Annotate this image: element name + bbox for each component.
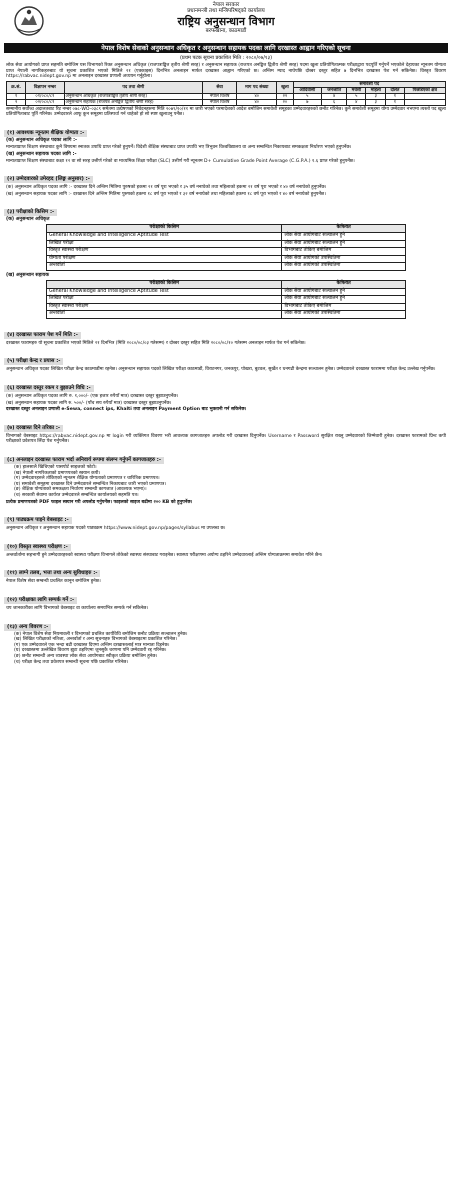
page-title: राष्ट्रिय अनुसन्धान विभाग [177, 14, 275, 28]
table-cell: ४० [237, 93, 277, 99]
vac-header-post: पद तथा श्रेणी [64, 81, 202, 93]
table-cell: २० [277, 99, 293, 105]
table-row [47, 263, 406, 271]
table-cell: ६ [321, 99, 346, 105]
table-cell: विभागबाट तोकिए बमोजिम [282, 303, 406, 311]
list-item: (क) नेपाल विशेष सेवा नियमावली र विभागको प्रचलित कार्यविधि बमोजिम छनौट प्रक्रिया सञ्चालन हुनेछ। [14, 631, 188, 637]
notice-date-line: (प्रथम पटक सूचना प्रकाशित मिति : २०८०/०७/१३) [179, 55, 273, 61]
table-cell: विस्तृत स्वास्थ्य परीक्षण [47, 303, 282, 311]
section-1a-text: मान्यताप्राप्त शिक्षण संस्थाबाट कुनै विषयमा स्नातक उपाधि प्राप्त गरेको हुनुपर्ने। विदेशी शैक्षिक संस्थाबाट प्राप्त उपाधि भए त्रिभुवन विश्वविद्यालय वा अन्य सम्बन्धित निकायबाट समकक्षता निर्धारण भएको हुनुपर्नेछ। [6, 144, 352, 150]
vac-header-adno: विज्ञापन नम्बर [26, 81, 64, 93]
section-11-text: नेपाल विशेष सेवा सम्बन्धी प्रचलित कानून बमोजिम हुनेछ। [6, 579, 101, 585]
list-item: (ग) एक उम्मेदवारले एक भन्दा बढी दरखास्त दिएमा अन्तिम दरखास्तलाई मात्र मान्यता दिइनेछ। [14, 642, 170, 648]
list-item: (ङ) छनौट सम्बन्धी अन्य व्यवस्था लोक सेवा आयोगबाट स्वीकृत प्रक्रिया बमोजिम हुनेछ। [14, 653, 158, 659]
table-cell: ०१/०८०/८१ [26, 93, 64, 99]
section-8-heading: (८) अनलाइन दरखास्त फाराम भर्दा अनिवार्य रूपमा संलग्न गर्नुपर्ने कागजातहरु :- [4, 457, 164, 464]
table-cell: General Knowledge and Intelligence Aptitude Test [47, 232, 282, 240]
section-6-note: दरखास्त दस्तुर अनलाइन प्रणाली e-Sewa, connect ips, Khalti तथा अनलाइन Payment Option बाट भुक्तानी गर्न सकिनेछ। [6, 407, 247, 413]
list-item: (क) हालसालै खिचिएको पासपोर्ट साइजको फोटो। [14, 465, 97, 471]
section-12-heading: (१२) परीक्षाका लागि सम्पर्क गर्ने :- [4, 597, 77, 604]
list-item: (ग) उम्मेदवारहरुले तोकिएको न्यूनतम शैक्षिक योग्यताको प्रमाणपत्र र चारित्रिक प्रमाणपत्र। [14, 476, 160, 482]
table-cell: अन्तर्वार्ता [47, 311, 282, 319]
vac-header-count: माग पद संख्या [237, 81, 277, 93]
section-6a-text: (क) अनुसन्धान अधिकृत पदका लागि रु. १,०००/- (एक हजार रुपैयाँ मात्र) दरखास्त दस्तुर बुझाउनुपर्नेछ। [6, 394, 179, 400]
section-7-text: विभागको वेबसाइट https://rabvac.nidept.gov.np मा login गरी व्यक्तिगत विवरण भरी आवश्यक कागजातहरु अपलोड गरी दरखास्त दिनुपर्नेछ। Username र Password सुरक्षित राख्नु उम्मेदवारको जिम्मेवारी हुनेछ। दरखास्त फारामको प्रिन्ट कपी परीक्षाको प्रवेशपत्र लिँदा पेश गर्नुपर्नेछ। [6, 433, 446, 445]
table-cell: २ [7, 99, 26, 105]
table-row [47, 288, 406, 296]
vac-header-open: खुला [277, 81, 293, 93]
table-cell: अनुसन्धान सहायक (राजपत्र अनङ्कित द्वितीय श्रेणी सरह) [64, 99, 202, 105]
vac-header-janajati: जनजाति [321, 87, 346, 93]
list-item: (घ) समावेशी समूहमा दरखास्त दिने उम्मेदवारले सम्बन्धित निकायबाट जारी भएको प्रमाणपत्र। [14, 481, 166, 487]
section-3a-heading: (क) अनुसन्धान अधिकृत [6, 217, 50, 223]
table-cell: लोक सेवा आयोगबाट सञ्चालन हुने [282, 288, 406, 296]
table-cell: विभागबाट तोकिए बमोजिम [282, 248, 406, 256]
list-item: (च) सरकारी सेवामा कार्यरत उम्मेदवारले सम्बन्धित कार्यालयको सहमति पत्र। [14, 493, 139, 498]
exam-header-remark: कैफियत [282, 280, 406, 288]
section-13-heading: (१३) अन्य विवरण :- [4, 624, 51, 631]
notice-page [4, 2, 448, 1198]
table-cell: २२ [277, 93, 293, 99]
table-cell: लोक सेवा आयोगको उपस्थितिमा [282, 255, 406, 263]
vac-header-women: महिला [366, 87, 386, 93]
list-item: (ख) लिखित परीक्षाको नतिजा, अन्तर्वार्ता र अन्य सूचनाहरु विभागको वेबसाइटमा प्रकाशित गरिनेछ। [14, 637, 177, 643]
table-row [47, 240, 406, 248]
section-1b-text: मान्यताप्राप्त शिक्षण संस्थाबाट कक्षा १२ वा सो सरह उत्तीर्ण गरेको वा माध्यमिक शिक्षा परीक्षा (SLC) उत्तीर्ण गरी न्यूनतम D+ Cumulative Grade Point Average (C.G.P.A.) १.६ प्राप्त गरेको हुनुपर्नेछ। [6, 158, 355, 164]
table-cell: ४ [321, 93, 346, 99]
nepal-emblem-icon [12, 5, 46, 37]
list-item: (घ) दरखास्तमा उल्लेखित विवरण झुटा ठहरिएमा जुनसुकै चरणमा पनि उम्मेदवारी रद्द गरिनेछ। [14, 648, 167, 654]
exam-table-assistant [46, 280, 406, 319]
section-9-text: अनुसन्धान अधिकृत र अनुसन्धान सहायक पदको पाठ्यक्रम https://www.nidept.gov.np/pages/syllabus मा उपलब्ध छ। [6, 526, 226, 532]
table-cell: लोक सेवा आयोगको उपस्थितिमा [282, 263, 406, 271]
table-cell: विस्तृत स्वास्थ्य परीक्षण [47, 248, 282, 256]
vac-header-inclusive: समावेशी पद [293, 81, 445, 87]
table-cell: लिखित परीक्षा [47, 296, 282, 304]
table-cell: ४० [237, 99, 277, 105]
table-cell: ०२/०८०/८१ [26, 99, 64, 105]
table-row [47, 232, 406, 240]
section-2-heading: (२) उम्मेदवारको उमेरहद (लिङ्ग अनुसार) :- [4, 176, 93, 183]
table-cell: १ [7, 93, 26, 99]
section-13-list [14, 632, 446, 666]
vac-header-dalit: दलित [386, 87, 404, 93]
vac-header-sn: क्र.सं. [7, 81, 26, 93]
table-cell: ३ [366, 93, 386, 99]
table-row [47, 296, 406, 304]
vac-header-backward: पिछडिएको क्षेत्र [404, 87, 445, 93]
table-cell: नेपाल विशेष [202, 93, 236, 99]
section-9-heading: (९) पाठ्यक्रम पाइने वेबसाइट :- [4, 517, 72, 524]
section-12-text: थप जानकारीका लागि विभागको वेबसाइट वा कार्यालय समयभित्र सम्पर्क गर्न सकिनेछ। [6, 605, 149, 611]
vac-header-service: सेवा [202, 81, 236, 93]
exam-header-remark: कैफियत [282, 225, 406, 233]
intro-paragraph: लोक सेवा आयोगको प्राप्त सहमति बमोजिम यस विभागको रिक्त अनुसन्धान अधिकृत (राजपत्राङ्कित तृतीय श्रेणी सरह) र अनुसन्धान सहायक (राजपत्र अनङ्कित द्वितीय श्रेणी सरह) पदमा खुला प्रतियोगितात्मक परीक्षाद्वारा पदपूर्ति गर्नुपर्ने भएकोले देहायका न्यूनतम योग्यता प्राप्त नेपाली नागरिकहरुबाट यो सूचना प्रकाशित भएको मितिले २१ (एक्काइस) दिनभित्र अनलाइन मार्फत दरखास्त आह्वान गरिएको छ। अन्तिम म्याद नाघेपछि दोब्बर दस्तुर सहित ७ दिनभित्र दरखास्त पेश गर्न सकिनेछ। विस्तृत विवरण https://rabvac.nidept.gov.np मा अनलाइन दरखास्त प्रणाली अध्ययन गर्नुहोला। [6, 63, 446, 80]
section-5-heading: (५) परीक्षा केन्द्र र प्रयास :- [4, 358, 63, 365]
table-cell: लोक सेवा आयोगबाट सञ्चालन हुने [282, 240, 406, 248]
section-1a-heading: (क) अनुसन्धान अधिकृत पदका लागि :- [6, 137, 77, 143]
list-item: (ङ) शैक्षिक योग्यताको समकक्षता निर्धारण सम्बन्धी कागजात (आवश्यक भएमा)। [14, 487, 147, 493]
table-cell: ५ [347, 93, 366, 99]
table-cell: ७ [293, 99, 321, 105]
table-cell: ४ [347, 99, 366, 105]
table-row [47, 311, 406, 319]
section-5-text: अनुसन्धान अधिकृत पदका लिखित परीक्षा केन्द्र काठमाडौंमा रहनेछ। अनुसन्धान सहायक पदको लिखित परीक्षा काठमाडौं, विराटनगर, जनकपुर, पोखरा, बुटवल, सुर्खेत र धनगढी केन्द्रमा सञ्चालन हुनेछ। उम्मेदवारले दरखास्त फाराममा परीक्षा केन्द्र उल्लेख गर्नुपर्नेछ। [6, 367, 436, 373]
table-cell: १ [386, 93, 404, 99]
table-cell: अन्तर्वार्ता [47, 263, 282, 271]
table-cell: १ [386, 99, 404, 105]
section-1-heading: (१) आवश्यक न्यूनतम शैक्षिक योग्यता :- [4, 130, 87, 137]
section-10-heading: (१०) विस्तृत स्वास्थ्य परीक्षण :- [4, 544, 71, 551]
court-note: सम्मानीय सर्वोच्च अदालतबाट रिट नम्बर ०७८-WO-०३८९ समेतमा उत्प्रेषणको निवेदनहरुमा मिति २०७९/१०/११ मा जारी भएको परमादेशको आदेश बमोजिम समावेशी समूहका उम्मेदवारहरुको छनौट गरिनेछ। कुनै समावेशी समूहमा योग्य उम्मेदवार नभएमा त्यस्तो पद खुला प्रतियोगिताबाट पूर्ति गरिनेछ। उम्मेदवारले आफू कुन समूहमा प्रतिस्पर्धा गर्न चाहेको हो सो स्पष्ट खुलाउनु पर्नेछ। [6, 106, 446, 118]
section-8-note: प्रत्येक प्रमाणपत्रको PDF फाइल स्क्यान गरी अपलोड गर्नुपर्नेछ। फाइलको साइज बढीमा २०० KB को हुनुपर्नेछ। [6, 499, 193, 505]
header-line2: प्रधानमन्त्री तथा मन्त्रिपरिषद्को कार्यालय [187, 8, 265, 15]
section-3-heading: (३) परीक्षाको किसिम :- [4, 209, 57, 216]
section-11-heading: (११) लाग्ने तलब, भत्ता तथा अन्य सुविधाहरु :- [4, 570, 100, 577]
section-3b-heading: (ख) अनुसन्धान सहायक [6, 272, 49, 278]
table-cell: लोक सेवा आयोगबाट सञ्चालन हुने [282, 232, 406, 240]
table-cell: General Knowledge and Intelligence Aptitude Test [47, 288, 282, 296]
exam-table-officer [46, 224, 406, 271]
section-2a-text: (क) अनुसन्धान अधिकृत पदका लागि :- दरखास्त दिने अन्तिम मितिमा पुरुषको हकमा २१ वर्ष पूरा भएको र ३५ वर्ष ननाघेको तथा महिलाको हकमा २१ वर्ष पूरा भएको र ४० वर्ष ननाघेको हुनुपर्नेछ। [6, 185, 327, 191]
table-cell: लिखित परीक्षा [47, 240, 282, 248]
exam-header-type: परीक्षाको किसिम [47, 280, 282, 288]
section-8-list [14, 465, 446, 499]
section-2b-text: (ख) अनुसन्धान सहायक पदका लागि :- दरखास्त दिने अन्तिम मितिमा पुरुषको हकमा १८ वर्ष पूरा भएको र ३२ वर्ष ननाघेको तथा महिलाको हकमा १८ वर्ष पूरा भएको र ४० वर्ष ननाघेको हुनुपर्नेछ। [6, 191, 326, 197]
section-1b-heading: (ख) अनुसन्धान सहायक पदका लागि :- [6, 151, 77, 157]
vacancy-table [6, 81, 446, 106]
table-row [47, 303, 406, 311]
section-6-heading: (६) दरखास्त दस्तुर रकम र बुझाउने विधि :- [4, 385, 94, 392]
header-line1: नेपाल सरकार [212, 2, 240, 8]
table-cell: ३ [366, 99, 386, 105]
table-row [7, 99, 446, 105]
section-4-text: दरखास्त फारामहरु यो सूचना प्रकाशित भएको मितिले २१ दिनभित्र (मिति २०८०/०८/०३ गतेसम्म) र दोब्बर दस्तुर सहित मिति २०८०/०८/१० गतेसम्म अनलाइन मार्फत पेश गर्न सकिनेछ। [6, 340, 306, 346]
header [4, 2, 448, 42]
table-cell: योग्यता परीक्षण [47, 255, 282, 263]
exam-header-type: परीक्षाको किसिम [47, 225, 282, 233]
section-6b-text: (ख) अनुसन्धान सहायक पदका लागि रु. ५००/- (पाँच सय रुपैयाँ मात्र) दरखास्त दस्तुर बुझाउनुपर्नेछ। [6, 400, 172, 406]
table-row [47, 255, 406, 263]
section-7-heading: (७) दरखास्त दिने तरिका :- [4, 425, 63, 432]
table-cell: अनुसन्धान अधिकृत (राजपत्राङ्कित तृतीय श्रेणी सरह) [64, 93, 202, 99]
header-location: बरफखाना, काठमाडौं [205, 27, 247, 34]
table-row [47, 248, 406, 256]
table-cell: नेपाल विशेष [202, 99, 236, 105]
notice-banner: नेपाल विशेष सेवाको अनुसन्धान अधिकृत र अनुसन्धान सहायक पदका लागि दरखास्त आह्वान गरिएको सूचना [4, 43, 448, 53]
vac-header-adibasi: आदिवासी [293, 87, 321, 93]
table-cell: ५ [293, 93, 321, 99]
list-item: (च) परीक्षा केन्द्र तथा प्रवेशपत्र सम्बन्धी सूचना पछि प्रकाशित गरिनेछ। [14, 659, 129, 665]
table-cell: लोक सेवा आयोगको उपस्थितिमा [282, 311, 406, 319]
table-cell: लोक सेवा आयोगबाट सञ्चालन हुने [282, 296, 406, 304]
table-cell [404, 99, 445, 105]
section-10-text: अन्तर्वार्तामा सहभागी हुने उम्मेदवारहरुको स्वास्थ्य परीक्षण विभागले तोकेको स्वास्थ्य संस्थाबाट गराइनेछ। स्वास्थ्य परीक्षणमा अयोग्य ठहरिने उम्मेदवारलाई अन्तिम योग्यताक्रममा समावेश गरिने छैन। [6, 552, 323, 558]
list-item: (ख) नेपाली नागरिकताको प्रमाणपत्रको स्क्यान कपी। [14, 470, 101, 476]
vac-header-madhesi: मधेशी [347, 87, 366, 93]
section-4-heading: (४) दरखास्त फाराम पेश गर्ने मिति :- [4, 332, 81, 339]
